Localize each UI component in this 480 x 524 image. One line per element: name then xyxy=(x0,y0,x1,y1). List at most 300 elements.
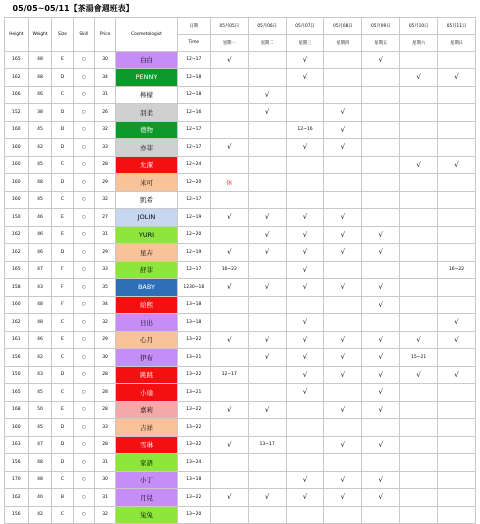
cell-size: E xyxy=(52,401,73,419)
day-cell: √ xyxy=(362,51,400,69)
header-size: Size xyxy=(52,17,73,51)
cell-weight: 38 xyxy=(28,104,52,122)
day-cell: 16~22 xyxy=(438,261,476,279)
cell-height: 156 xyxy=(5,454,29,472)
day-cell: √ xyxy=(286,384,324,402)
cell-time: 13~22 xyxy=(177,366,210,384)
cell-time: 12~17 xyxy=(177,51,210,69)
day-cell: √ xyxy=(248,489,286,507)
cell-size: F xyxy=(52,296,73,314)
cell-size: E xyxy=(52,209,73,227)
cosmetologist-name: 伊布 xyxy=(116,349,178,367)
cell-weight: 48 xyxy=(28,471,52,489)
day-cell xyxy=(362,314,400,332)
table-row xyxy=(5,139,476,157)
cell-price: 30 xyxy=(94,471,115,489)
cell-time: 12~18 xyxy=(177,69,210,87)
cell-size: C xyxy=(52,314,73,332)
cell-skill: ○ xyxy=(73,279,94,297)
day-cell xyxy=(438,384,476,402)
table-row xyxy=(5,104,476,122)
cell-price: 30 xyxy=(94,349,115,367)
day-cell xyxy=(362,454,400,472)
cell-weight: 48 xyxy=(28,69,52,87)
day-cell xyxy=(324,419,362,437)
table-row xyxy=(5,69,476,87)
table-row xyxy=(5,191,476,209)
cell-size: C xyxy=(52,349,73,367)
day-cell xyxy=(286,86,324,104)
cell-skill: ○ xyxy=(73,209,94,227)
day-cell: √ xyxy=(248,209,286,227)
day-cell xyxy=(248,191,286,209)
cell-height: 162 xyxy=(5,489,29,507)
cell-weight: 43 xyxy=(28,366,52,384)
cell-weight: 42 xyxy=(28,349,52,367)
cosmetologist-name: 月兒 xyxy=(116,489,178,507)
day-cell xyxy=(324,296,362,314)
day-cell: √ xyxy=(210,331,248,349)
table-row xyxy=(5,454,476,472)
cell-price: 29 xyxy=(94,331,115,349)
day-cell xyxy=(362,419,400,437)
cosmetologist-name: 心月 xyxy=(116,331,178,349)
cell-size: C xyxy=(52,156,73,174)
cell-price: 34 xyxy=(94,69,115,87)
cell-time: 12~17 xyxy=(177,139,210,157)
day-cell: √ xyxy=(248,104,286,122)
day-cell: √ xyxy=(324,349,362,367)
cell-price: 28 xyxy=(94,401,115,419)
day-cell xyxy=(438,401,476,419)
cell-weight: 46 xyxy=(28,331,52,349)
cell-time: 13~22 xyxy=(177,436,210,454)
cell-weight: 48 xyxy=(28,314,52,332)
cosmetologist-name: 小丁 xyxy=(116,471,178,489)
header-date: 05月07日 xyxy=(286,17,324,34)
header-date: 05月10日 xyxy=(400,17,438,34)
header-weekday: 星期日 xyxy=(438,34,476,51)
cell-height: 163 xyxy=(5,436,29,454)
day-cell: √ xyxy=(324,139,362,157)
day-cell: √ xyxy=(286,314,324,332)
table-row xyxy=(5,156,476,174)
day-cell xyxy=(400,174,438,192)
header-date: 05月11日 xyxy=(438,17,476,34)
day-cell: √ xyxy=(324,489,362,507)
cell-skill: ○ xyxy=(73,156,94,174)
day-cell xyxy=(248,454,286,472)
day-cell: √ xyxy=(400,366,438,384)
cell-size: E xyxy=(52,226,73,244)
cell-time: 12~24 xyxy=(177,156,210,174)
cell-price: 32 xyxy=(94,506,115,524)
day-cell xyxy=(362,86,400,104)
cosmetologist-name: 雪琳 xyxy=(116,436,178,454)
day-cell xyxy=(248,314,286,332)
header-weekday: 星期四 xyxy=(324,34,362,51)
day-cell: √ xyxy=(286,331,324,349)
cell-price: 28 xyxy=(94,436,115,454)
cell-size: E xyxy=(52,331,73,349)
cell-time: 13~22 xyxy=(177,419,210,437)
cell-height: 160 xyxy=(5,156,29,174)
cell-time: 13~22 xyxy=(177,331,210,349)
day-cell xyxy=(438,174,476,192)
day-cell: √ xyxy=(286,349,324,367)
cell-size: F xyxy=(52,261,73,279)
day-cell xyxy=(400,296,438,314)
day-cell xyxy=(438,244,476,262)
cell-height: 158 xyxy=(5,279,29,297)
cell-height: 165 xyxy=(5,261,29,279)
day-cell: √ xyxy=(248,331,286,349)
cell-skill: ○ xyxy=(73,191,94,209)
header-height: Height xyxy=(5,17,29,51)
table-row xyxy=(5,366,476,384)
cosmetologist-name: 舒菲 xyxy=(116,261,178,279)
cosmetologist-name: 家語 xyxy=(116,454,178,472)
day-cell xyxy=(438,279,476,297)
cell-time: 13~18 xyxy=(177,296,210,314)
day-cell: √ xyxy=(286,209,324,227)
header-weekday: 星期一 xyxy=(210,34,248,51)
table-row xyxy=(5,86,476,104)
day-cell xyxy=(286,156,324,174)
day-cell xyxy=(400,384,438,402)
table-row xyxy=(5,349,476,367)
cell-skill: ○ xyxy=(73,331,94,349)
cell-price: 26 xyxy=(94,104,115,122)
day-cell xyxy=(400,419,438,437)
cell-height: 150 xyxy=(5,366,29,384)
day-cell xyxy=(210,419,248,437)
cosmetologist-name: 禮物 xyxy=(116,121,178,139)
cell-height: 165 xyxy=(5,51,29,69)
day-cell xyxy=(400,191,438,209)
day-cell xyxy=(248,139,286,157)
cell-weight: 48 xyxy=(28,296,52,314)
cell-height: 150 xyxy=(5,209,29,227)
cell-size: C xyxy=(52,384,73,402)
day-cell xyxy=(438,296,476,314)
cosmetologist-name: 給熙 xyxy=(116,296,178,314)
header-weight: Weight xyxy=(28,17,52,51)
day-cell: √ xyxy=(286,261,324,279)
day-cell xyxy=(210,506,248,524)
cell-height: 160 xyxy=(5,296,29,314)
day-cell: √ xyxy=(324,366,362,384)
day-cell: √ xyxy=(324,331,362,349)
cell-height: 152 xyxy=(5,104,29,122)
cell-time: 13~18 xyxy=(177,314,210,332)
day-cell: √ xyxy=(286,226,324,244)
cosmetologist-name: 凱希 xyxy=(116,191,178,209)
cell-price: 30 xyxy=(94,51,115,69)
cell-height: 161 xyxy=(5,331,29,349)
cell-weight: 50 xyxy=(28,401,52,419)
cell-price: 33 xyxy=(94,139,115,157)
cell-skill: ○ xyxy=(73,454,94,472)
day-cell: 15~21 xyxy=(400,349,438,367)
cell-height: 162 xyxy=(5,244,29,262)
day-cell xyxy=(400,51,438,69)
day-cell xyxy=(438,419,476,437)
day-cell xyxy=(286,174,324,192)
cell-skill: ○ xyxy=(73,314,94,332)
day-cell xyxy=(210,296,248,314)
day-cell xyxy=(400,401,438,419)
header-cosmetologist: Cosmetologist xyxy=(116,17,178,51)
cell-skill: ○ xyxy=(73,349,94,367)
table-row xyxy=(5,506,476,524)
cell-weight: 46 xyxy=(28,244,52,262)
cell-size: C xyxy=(52,506,73,524)
day-cell xyxy=(438,86,476,104)
day-cell xyxy=(400,244,438,262)
day-cell xyxy=(248,156,286,174)
cell-size: B xyxy=(52,489,73,507)
day-cell xyxy=(210,314,248,332)
cell-time: 1230~18 xyxy=(177,279,210,297)
day-cell xyxy=(248,261,286,279)
schedule-table xyxy=(4,0,476,524)
day-cell: √ xyxy=(362,489,400,507)
header-date: 05月05日 xyxy=(210,17,248,34)
day-cell: √ xyxy=(324,244,362,262)
day-cell: √ xyxy=(362,401,400,419)
cell-size: F xyxy=(52,279,73,297)
day-cell xyxy=(324,51,362,69)
cell-size: C xyxy=(52,191,73,209)
cosmetologist-name: 日出 xyxy=(116,314,178,332)
day-cell: √ xyxy=(248,226,286,244)
day-cell: √ xyxy=(362,244,400,262)
day-cell xyxy=(248,51,286,69)
day-cell xyxy=(362,261,400,279)
day-cell xyxy=(286,436,324,454)
cell-height: 160 xyxy=(5,139,29,157)
day-cell: √ xyxy=(362,296,400,314)
day-cell: √ xyxy=(210,279,248,297)
day-cell xyxy=(438,489,476,507)
day-cell xyxy=(400,489,438,507)
cell-weight: 45 xyxy=(28,121,52,139)
cell-skill: ○ xyxy=(73,296,94,314)
cell-time: 12~20 xyxy=(177,174,210,192)
day-cell xyxy=(248,384,286,402)
header-date: 05月08日 xyxy=(324,17,362,34)
cell-height: 156 xyxy=(5,349,29,367)
cell-time: 13~22 xyxy=(177,489,210,507)
day-cell: 12~17 xyxy=(210,366,248,384)
day-cell xyxy=(286,401,324,419)
day-cell: 12~16 xyxy=(286,121,324,139)
table-row xyxy=(5,121,476,139)
day-cell: √ xyxy=(286,51,324,69)
table-row xyxy=(5,51,476,69)
day-cell xyxy=(400,121,438,139)
day-cell xyxy=(324,454,362,472)
cell-size: D xyxy=(52,366,73,384)
cell-size: D xyxy=(52,69,73,87)
cell-weight: 45 xyxy=(28,191,52,209)
day-cell xyxy=(362,191,400,209)
day-cell xyxy=(400,436,438,454)
cell-height: 160 xyxy=(5,121,29,139)
cell-time: 12~17 xyxy=(177,261,210,279)
header-weekday: 星期二 xyxy=(248,34,286,51)
day-cell: √ xyxy=(400,69,438,87)
day-cell xyxy=(210,156,248,174)
cell-time: 12~20 xyxy=(177,226,210,244)
cell-skill: ○ xyxy=(73,471,94,489)
day-cell xyxy=(248,506,286,524)
cell-size: D xyxy=(52,104,73,122)
cell-price: 34 xyxy=(94,296,115,314)
day-cell: √ xyxy=(248,401,286,419)
cell-price: 35 xyxy=(94,279,115,297)
cosmetologist-name: 白白 xyxy=(116,51,178,69)
day-cell: √ xyxy=(324,279,362,297)
cell-height: 162 xyxy=(5,69,29,87)
cell-size: D xyxy=(52,436,73,454)
cell-price: 32 xyxy=(94,121,115,139)
day-cell: √ xyxy=(362,226,400,244)
cell-skill: ○ xyxy=(73,244,94,262)
day-cell xyxy=(438,191,476,209)
day-cell: √ xyxy=(286,69,324,87)
cell-time: 12~17 xyxy=(177,121,210,139)
cell-skill: ○ xyxy=(73,121,94,139)
day-cell xyxy=(400,314,438,332)
cell-size: D xyxy=(52,244,73,262)
table-row xyxy=(5,244,476,262)
day-cell xyxy=(400,261,438,279)
cosmetologist-name: JOLIN xyxy=(116,209,178,227)
cell-size: D xyxy=(52,121,73,139)
cell-skill: ○ xyxy=(73,489,94,507)
cell-skill: ○ xyxy=(73,366,94,384)
header-date: 05月09日 xyxy=(362,17,400,34)
day-cell: √ xyxy=(248,279,286,297)
day-cell xyxy=(362,156,400,174)
day-cell: √ xyxy=(210,436,248,454)
day-cell: √ xyxy=(438,156,476,174)
day-cell xyxy=(400,454,438,472)
cosmetologist-name: 檸檬 xyxy=(116,86,178,104)
cell-height: 168 xyxy=(5,401,29,419)
cell-weight: 43 xyxy=(28,279,52,297)
day-cell: √ xyxy=(362,436,400,454)
day-cell xyxy=(362,104,400,122)
day-cell: √ xyxy=(286,489,324,507)
day-cell xyxy=(400,86,438,104)
day-cell xyxy=(400,104,438,122)
day-cell xyxy=(438,454,476,472)
day-cell: √ xyxy=(438,331,476,349)
day-cell xyxy=(210,104,248,122)
page-title: 05/05~05/11【茶湯會週班表】 xyxy=(12,3,134,13)
day-cell xyxy=(324,191,362,209)
day-cell: √ xyxy=(324,471,362,489)
header-skill: Skill xyxy=(73,17,94,51)
day-cell xyxy=(362,121,400,139)
day-cell: √ xyxy=(400,331,438,349)
cell-price: 28 xyxy=(94,384,115,402)
day-cell: √ xyxy=(362,471,400,489)
cell-time: 12~19 xyxy=(177,209,210,227)
cell-height: 170 xyxy=(5,471,29,489)
cell-time: 13~22 xyxy=(177,401,210,419)
day-cell: √ xyxy=(324,121,362,139)
day-cell: √ xyxy=(248,244,286,262)
day-cell xyxy=(438,226,476,244)
table-row xyxy=(5,419,476,437)
cell-size: C xyxy=(52,471,73,489)
cell-price: 32 xyxy=(94,191,115,209)
cell-height: 165 xyxy=(5,384,29,402)
day-cell xyxy=(362,506,400,524)
day-cell xyxy=(438,209,476,227)
cell-height: 162 xyxy=(5,226,29,244)
cell-price: 31 xyxy=(94,86,115,104)
cell-height: 160 xyxy=(5,419,29,437)
day-cell xyxy=(400,279,438,297)
cell-weight: 45 xyxy=(28,384,52,402)
day-cell: 13~17 xyxy=(248,436,286,454)
day-cell: √ xyxy=(324,401,362,419)
cosmetologist-name: PENNY xyxy=(116,69,178,87)
day-cell: √ xyxy=(362,384,400,402)
day-cell xyxy=(286,104,324,122)
table-row xyxy=(5,489,476,507)
cell-weight: 46 xyxy=(28,226,52,244)
cell-skill: ○ xyxy=(73,51,94,69)
cell-time: 12~19 xyxy=(177,244,210,262)
day-cell xyxy=(324,156,362,174)
day-cell xyxy=(324,506,362,524)
day-cell xyxy=(210,86,248,104)
cell-price: 29 xyxy=(94,244,115,262)
day-cell: √ xyxy=(362,331,400,349)
day-cell: √ xyxy=(210,244,248,262)
day-cell: √ xyxy=(286,366,324,384)
cosmetologist-name: 星卉 xyxy=(116,244,178,262)
cell-price: 31 xyxy=(94,454,115,472)
cell-weight: 45 xyxy=(28,419,52,437)
day-cell xyxy=(438,349,476,367)
header-date: 05月06日 xyxy=(248,17,286,34)
header-weekday: 星期五 xyxy=(362,34,400,51)
cell-weight: 40 xyxy=(28,489,52,507)
cell-size: D xyxy=(52,419,73,437)
day-cell: √ xyxy=(286,244,324,262)
day-cell: √ xyxy=(438,366,476,384)
cell-skill: ○ xyxy=(73,104,94,122)
day-cell xyxy=(400,226,438,244)
day-cell: √ xyxy=(324,209,362,227)
header-weekday: 星期三 xyxy=(286,34,324,51)
day-cell xyxy=(438,104,476,122)
cell-weight: 46 xyxy=(28,86,52,104)
day-cell xyxy=(324,384,362,402)
day-cell xyxy=(438,51,476,69)
day-cell xyxy=(438,139,476,157)
table-row xyxy=(5,174,476,192)
cosmetologist-name: 嘉莉 xyxy=(116,401,178,419)
header-price: Price xyxy=(94,17,115,51)
